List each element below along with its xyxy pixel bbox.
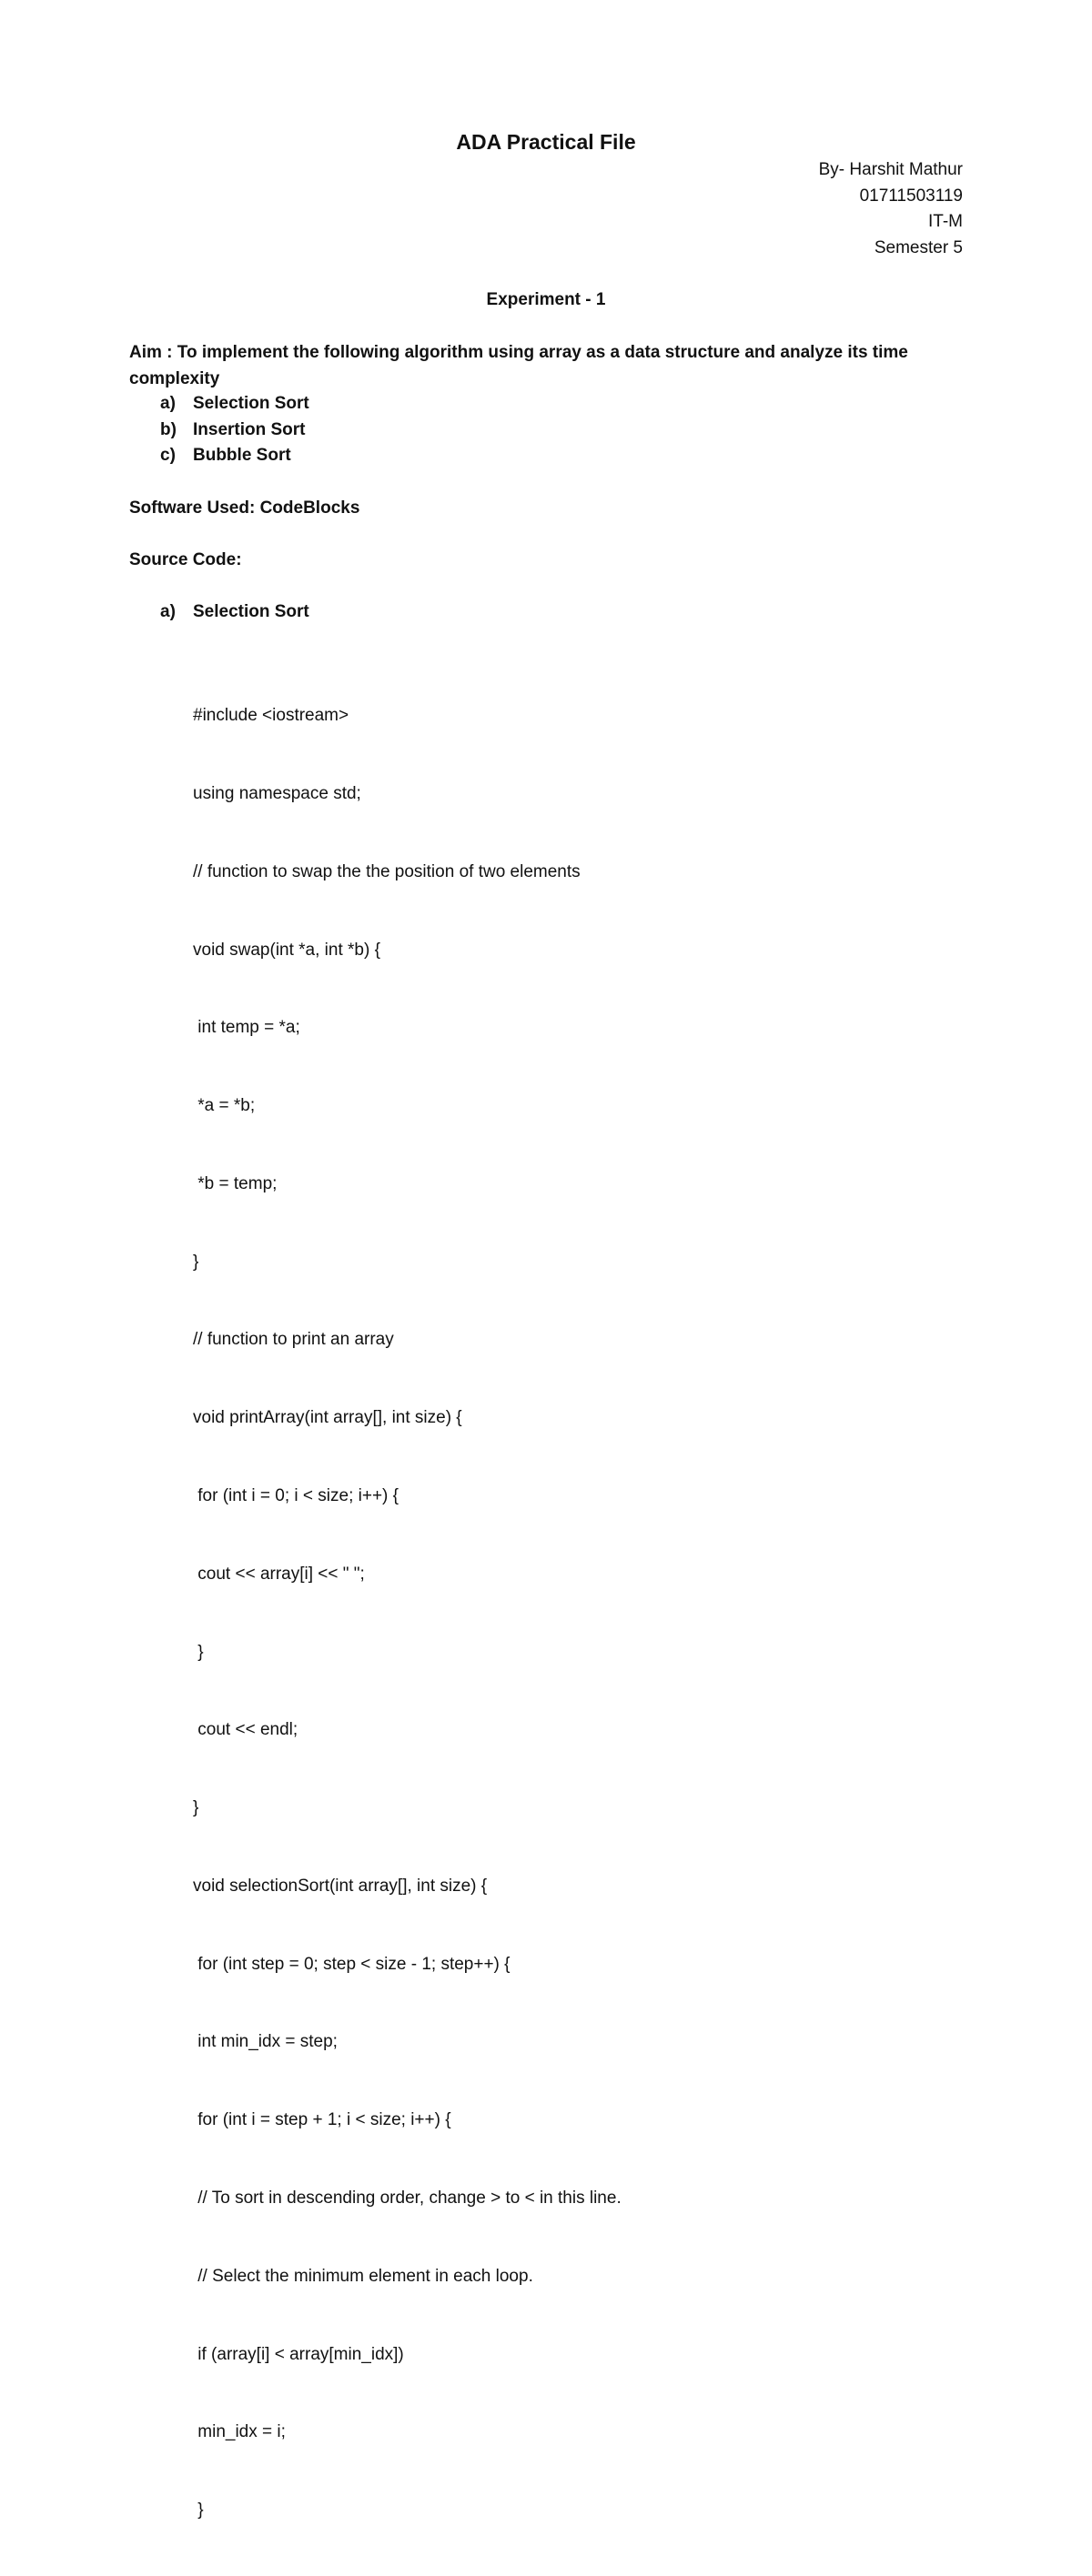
code-block xyxy=(193,651,622,2576)
code-line: *b = temp; xyxy=(193,1173,278,1193)
list-marker: a) xyxy=(160,394,176,413)
code-line: #include <iostream> xyxy=(193,706,349,726)
semester: Semester 5 xyxy=(874,238,963,258)
author-block xyxy=(819,157,963,262)
section-title: Selection Sort xyxy=(193,602,309,621)
code-line: int temp = *a; xyxy=(193,1018,300,1038)
software-used: Software Used: CodeBlocks xyxy=(129,498,360,518)
branch: IT-M xyxy=(928,212,963,232)
code-line: using namespace std; xyxy=(193,783,361,803)
list-item xyxy=(160,418,309,444)
code-line: for (int step = 0; step < size - 1; step++) { xyxy=(193,1954,511,1974)
list-item xyxy=(160,443,309,469)
code-line: for (int i = 0; i < size; i++) { xyxy=(193,1486,399,1505)
code-line: // Select the minimum element in each loop. xyxy=(193,2266,533,2286)
code-line: } xyxy=(193,2501,204,2521)
code-line: void swap(int *a, int *b) { xyxy=(193,940,380,960)
list-marker: b) xyxy=(160,419,177,439)
source-code-heading: Source Code: xyxy=(129,550,242,569)
code-line: cout << array[i] << " "; xyxy=(193,1564,365,1584)
list-marker: a) xyxy=(160,602,176,621)
code-line: // function to swap the the position of two elements xyxy=(193,861,581,881)
code-line: // function to print an array xyxy=(193,1330,394,1350)
aim-text: Aim : To implement the following algorithm using array as a data structure and analyze its time complexity xyxy=(129,343,908,388)
experiment-heading: Experiment - 1 xyxy=(486,290,606,309)
code-line: *a = *b; xyxy=(193,1096,256,1116)
aim-list xyxy=(160,391,309,469)
code-line: } xyxy=(193,1252,199,1272)
list-item-label: Bubble Sort xyxy=(193,446,291,466)
code-line: min_idx = i; xyxy=(193,2422,286,2442)
code-line: } xyxy=(193,1798,199,1818)
list-item xyxy=(160,391,309,418)
code-line: for (int i = step + 1; i < size; i++) { xyxy=(193,2110,451,2130)
code-line: void printArray(int array[], int size) { xyxy=(193,1408,462,1428)
list-marker: c) xyxy=(160,446,176,466)
code-line: void selectionSort(int array[], int size) { xyxy=(193,1876,488,1896)
code-line: cout << endl; xyxy=(193,1720,298,1740)
code-line: if (array[i] < array[min_idx]) xyxy=(193,2344,404,2364)
section-heading xyxy=(160,599,309,626)
code-line: // To sort in descending order, change > to < in this line. xyxy=(193,2189,622,2209)
list-item-label: Selection Sort xyxy=(193,394,309,413)
roll-number: 01711503119 xyxy=(859,186,963,206)
code-line: int min_idx = step; xyxy=(193,2032,338,2052)
code-line: } xyxy=(193,1642,204,1662)
list-item xyxy=(160,599,309,626)
list-item-label: Insertion Sort xyxy=(193,419,306,439)
author-name: By- Harshit Mathur xyxy=(818,160,963,179)
document-title: ADA Practical File xyxy=(456,130,636,154)
